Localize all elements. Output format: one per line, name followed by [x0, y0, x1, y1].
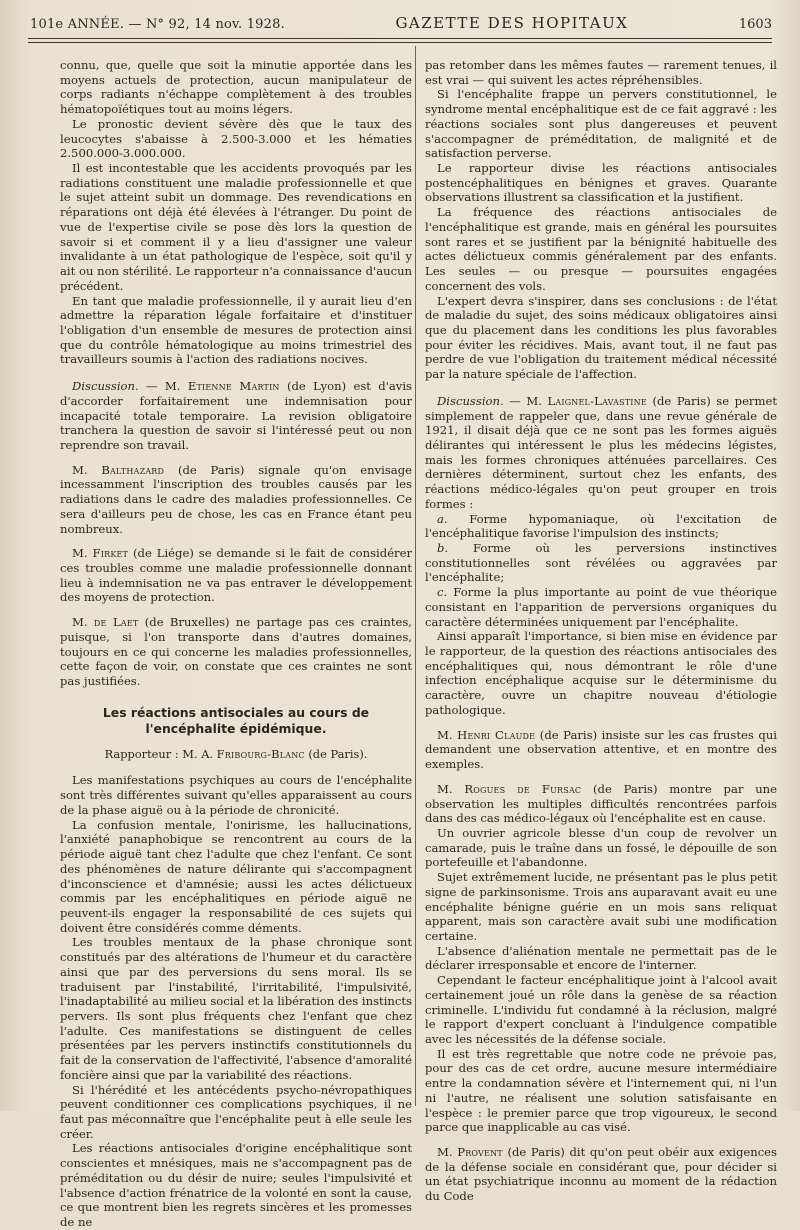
paragraph: Le rapporteur divise les réactions antisociales postencéphalitiques en bénignes et graves. Quarante observations illustrent sa classification et la justifient. [425, 161, 777, 205]
speaker-name: Etienne Martin [187, 379, 280, 394]
rapporteur-name: Fribourg-Blanc [216, 746, 305, 761]
paragraph: En tant que maladie professionnelle, il y aurait lieu d'en admettre la réparation légale forfaitaire et d'instituer l'obligation d'un ensemble de mesures de protection ainsi que du contrôle hématologique au moins trimestriel des travailleurs soumis à l'action des radiations nocives. [60, 293, 412, 367]
paragraph: L'expert devra s'inspirer, dans ses conclusions : de l'état de maladie du sujet, des soins médicaux obligatoires ainsi que du placement dans les conditions les plus favorables pour éviter les récidives. Mais, avant tout, il ne faut pas perdre de vue l'obligation du traitement médical nécessité par la nature spéciale de l'affection. [425, 293, 777, 382]
paragraph: Si l'encéphalite frappe un pervers constitutionnel, le syndrome mental encéphalitique est de ce fait aggravé : les réactions sociales sont plus dangereuses et peuvent s'accompagner de préméditation, de malignité et de satisfaction perverse. [425, 87, 777, 161]
paragraph: Sujet extrêmement lucide, ne présentant pas le plus petit signe de parkinsonisme. Trois ans auparavant avait eu une encéphalite bénigne guérie en un mois sans reliquat apparent, mais son caractère avait subi une modification certaine. [425, 870, 777, 943]
paragraph: Un ouvrier agricole blesse d'un coup de revolver un camarade, puis le traîne dans un fossé, le dépouille de son portefeuille et l'abandonne. [425, 825, 777, 870]
rapporteur-line: Rapporteur : M. A. Fribourg-Blanc (de Paris). [104, 746, 368, 761]
speaker-name: de Laet [93, 615, 139, 630]
speaker-name: Balthazard [101, 462, 165, 477]
paragraph: L'absence d'aliénation mentale ne permettait pas de le déclarer irresponsable et encore de l'interner. [425, 943, 777, 973]
discussion-paragraph: Discussion. — M. Laignel-Lavastine (de Paris) se permet simplement de rappeler que, dans une revue générale de 1921, il disait déjà que ce ne sont pas les formes aiguës délirantes qui intéressent le plus les médecins légistes, mais les formes chroniques atténuées parcellaires. Ces dernières déterminent, surtout chez les enfants, des réactions médico-légales qu'on peut grouper en trois formes : [425, 393, 777, 511]
discussion-label: Discussion. [72, 379, 139, 394]
speaker-name: Provent [457, 1145, 503, 1160]
paragraph: Les troubles mentaux de la phase chronique sont constitués par des altérations de l'humeur et du caractère ainsi que par des perversions du sens moral. Ils se traduisent par l'instabilité, l'irritabilité, l'impulsivité, l'inadaptabilité au milieu social et la libération des instincts pervers. Ils sont plus fréquents chez l'enfant que chez l'adulte. Ces manifestations se distinguent de celles présentées par les pervers instinctifs constitutionnels du fait de la conservation de l'affectivité, l'absence d'amoralité foncière ainsi que par la variabilité des réactions. [60, 935, 412, 1082]
paragraph: Si l'hérédité et les antécédents psycho-névropathiques peuvent conditionner ces complications psychiques, il ne faut pas méconnaître que l'encéphalite peut à elle seule les créer. [60, 1082, 412, 1141]
header-rule [28, 38, 772, 39]
left-column [60, 58, 413, 1230]
paragraph: Il est très regrettable que notre code ne prévoie pas, pour des cas de cet ordre, aucune mesure intermédiaire entre la condamnation sévère et l'internement qui, ni l'un ni l'autre, ne réalisent une solution satisfaisante en l'espèce : le premier parce que trop vigoureux, le second parce que inapplicable au cas visé. [425, 1046, 777, 1135]
page-header [30, 14, 772, 36]
list-item: a. Forme hypomaniaque, où l'excitation de l'encéphalitique favorise l'impulsion des instincts; [425, 511, 777, 541]
paragraph: Cependant le facteur encéphalitique joint à l'alcool avait certainement joué un rôle dans la genèse de sa réaction criminelle. L'individu fut condamné à la réclusion, malgré le rapport d'expert concluant à l'indulgence compatible avec les nécessités de la défense sociale. [425, 973, 777, 1046]
paragraph: pas retomber dans les mêmes fautes — rarement tenues, il est vrai — qui suivent les actes répréhensibles. [425, 58, 777, 87]
column-divider [415, 46, 416, 1106]
list-item: c. Forme la plus importante au point de vue théorique consistant en l'apparition de perversions organiques du caractère déterminées uniquement par l'encéphalite. [425, 585, 777, 629]
speaker-paragraph: M. Rogues de Fursac (de Paris) montre par une observation les multiples difficultés rencontrées parfois dans des cas médico-légaux où l'encéphalite est en cause. [425, 781, 777, 826]
speaker-paragraph: M. de Laet (de Bruxelles) ne partage pas ces craintes, puisque, si l'on transporte dans d'autres domaines, toujours en ce qui concerne les maladies professionnelles, cette façon de voir, on constate que ces craintes ne sont pas justifiées. [60, 615, 412, 689]
right-column [425, 58, 777, 1204]
paragraph: Le pronostic devient sévère dès que le taux des leucocytes s'abaisse à 2.500-3.000 et les hématies 2.500.000-3.000.000. [60, 116, 412, 161]
paragraph: Ainsi apparaît l'importance, si bien mise en évidence par le rapporteur, de la question des réactions antisociales des encéphalitiques qui, nous démontrant le rôle d'une infection encéphalique acquise sur le déterminisme du caractère, ouvre un chapitre nouveau d'étiologie pathologique. [425, 629, 777, 717]
issue-info: 101e ANNÉE. — N° 92, 14 nov. 1928. [30, 17, 285, 32]
header-rule-thin [28, 42, 772, 43]
discussion-paragraph: Discussion. — M. Etienne Martin (de Lyon) est d'avis d'accorder forfaitairement une indemnisation pour incapacité totale temporaire. La revision obligatoire tranchera la question de savoir si l'intéressé peut ou non reprendre son travail. [60, 379, 413, 452]
paragraph: La confusion mentale, l'onirisme, les hallucinations, l'anxiété panaphobique se rencontrent au cours de la période aiguë tant chez l'adulte que chez l'enfant. Ce sont des phénomènes de nature délirante qui s'accompagnent d'inconscience et d'amnésie; aussi les actes délictueux commis par les encéphalitiques en période aiguë ne peuvent-ils engager la responsabilité de ces sujets qui doivent être considérés comme déments. [60, 817, 412, 935]
list-item: b. Forme où les perversions instinctives constitutionnelles sont révélées ou aggravées par l'encéphalite; [425, 541, 777, 585]
paragraph: Il est incontestable que les accidents provoqués par les radiations constituent une maladie professionnelle et que le sujet atteint subit un dommage. Des revendications en réparations ont déjà été élevées à l'étranger. Du point de vue de l'expertise civile se pose dès lors la question de savoir si et comment il y a lieu d'assigner une valeur invalidante à un état pathologique de l'espèce, soit qu'il y ait ou non stérilité. Le rapporteur n'a connaissance d'aucun précédent. [60, 161, 413, 293]
discussion-label: Discussion. [437, 393, 504, 408]
paragraph: Les manifestations psychiques au cours de l'encéphalite sont très différentes suivant qu'elles apparaissent au cours de la phase aiguë ou à la période de chronicité. [60, 773, 412, 817]
paragraph: connu, que, quelle que soit la minutie apportée dans les moyens actuels de protection, aucun manipulateur de corps radiants n'échappe complètement à des troubles hématopoïétiques tout au moins légers. [60, 58, 412, 117]
section-title: Les réactions antisociales au cours de l'encéphalite épidémique. [102, 704, 370, 736]
speaker-paragraph: M. Provent (de Paris) dit qu'on peut obéir aux exigences de la défense sociale en considérant que, pour décider si un état psychiatrique inconnu au moment de la rédaction du Code [425, 1145, 777, 1204]
page-number: 1603 [738, 17, 772, 32]
speaker-paragraph: M. Balthazard (de Paris) signale qu'on envisage incessamment l'inscription des troubles causés par les radiations dans le cadre des maladies professionnelles. Ce sera d'ailleurs peu de chose, les cas en France étant peu nombreux. [60, 462, 413, 536]
speaker-paragraph: M. Henri Claude (de Paris) insiste sur les cas frustes qui demandent une observation attentive, et en montre des exemples. [425, 727, 777, 772]
paragraph: La fréquence des réactions antisociales de l'encéphalitique est grande, mais en général les poursuites sont rares et se justifient par la bénignité habituelle des actes délictueux commis généralement par des enfants. Les seules — ou presque — poursuites engagées concernent des vols. [425, 205, 777, 293]
speaker-name: Rogues de Fursac [464, 781, 582, 796]
journal-title: GAZETTE DES HOPITAUX [395, 14, 629, 32]
paragraph: Les réactions antisociales d'origine encéphalitique sont conscientes et mnésiques, mais ne s'accompagnent pas de préméditation ou du désir de nuire; seules l'impulsivité et l'absence d'action frénatrice de la volonté en sont la cause, ce que montrent bien les regrets sincères et les promesses de ne [60, 1141, 412, 1230]
speaker-paragraph: M. Firket (de Liége) se demande si le fait de considérer ces troubles comme une maladie professionnelle donnant lieu à indemnisation ne va pas entraver le développement des moyens de protection. [60, 546, 412, 605]
speaker-name: Firket [92, 546, 129, 561]
speaker-name: Henri Claude [457, 727, 536, 742]
speaker-name: Laignel-Lavastine [547, 393, 647, 408]
